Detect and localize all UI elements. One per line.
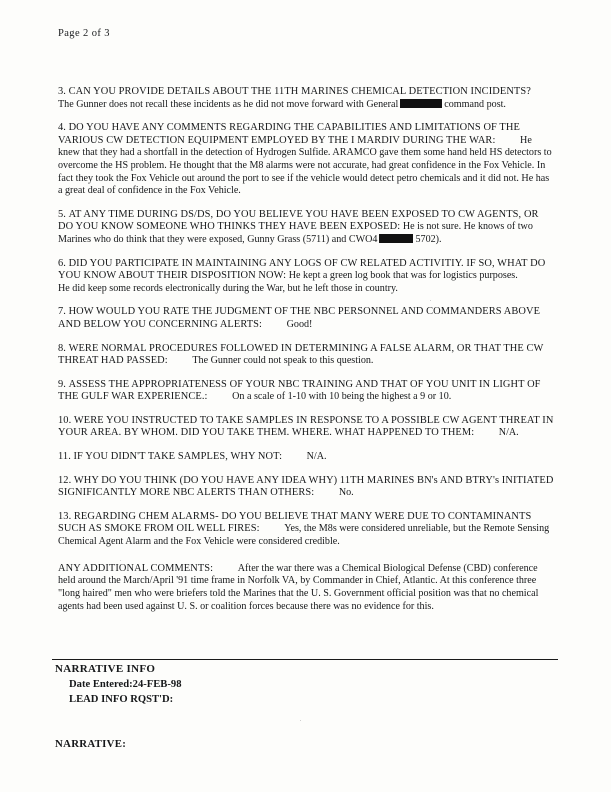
answer-text-5b: 5702). [415, 233, 442, 245]
question-number-7: 7. [58, 306, 66, 318]
answer-text-8: The Gunner could not speak to this question. [192, 355, 374, 367]
question-text-13: REGARDING CHEM ALARMS- DO YOU BELIEVE THAT MANY WERE DUE TO CONTAMINANTS SUCH AS SMOKE FROM OIL WELL FIRES: [58, 510, 532, 535]
question-number-11: 11. [58, 451, 71, 463]
question-text-5: AT ANY TIME DURING DS/DS, DO YOU BELIEVE YOU HAVE BEEN EXPOSED TO CW AGENTS, OR DO YOU KNOW SOMEONE WHO THINKS THEY HAVE BEEN EXPOSED: [58, 208, 539, 233]
narrative-info-section [55, 663, 555, 705]
answer-text-7: Good! [286, 318, 313, 330]
question-number-6: 6. [58, 257, 66, 269]
narrative-info-heading: NARRATIVE INFO [55, 663, 156, 675]
question-text-9: ASSESS THE APPROPRIATENESS OF YOUR NBC TRAINING AND THAT OF YOU UNIT IN LIGHT OF THE GULF WAR EXPERIENCE.: [58, 378, 541, 403]
redaction-block-icon [379, 234, 413, 243]
question-text-7: HOW WOULD YOU RATE THE JUDGMENT OF THE NBC PERSONNEL AND COMMANDERS ABOVE AND BELOW YOU CONCERNING ALERTS: [58, 306, 541, 330]
document-body [58, 86, 554, 614]
qa-item-3 [58, 86, 554, 111]
qa-item-11 [58, 451, 554, 464]
answer-text-9: On a scale of 1-10 with 10 being the highest a 9 or 10. [232, 391, 452, 403]
qa-item-5 [58, 209, 554, 247]
question-number-9: 9. [58, 378, 66, 390]
additional-comments-text: After the war there was a Chemical Biological Defense (CBD) conference held around the March/April '91 time frame in Norfolk VA, by Commander in Chief, Atlantic. At this conference three "long haired" men who were briefers told the Marines that the U. S. Government official position was that no chemical agents had been used against U. S. or coalition forces because there was no evidence for this. [58, 562, 539, 613]
answer-text-11: N/A. [306, 451, 327, 463]
page-number-header: Page 2 of 3 [58, 28, 110, 39]
answer-text-10: N/A. [498, 427, 519, 439]
scan-speck [300, 720, 301, 721]
question-text-3: CAN YOU PROVIDE DETAILS ABOUT THE 11TH MARINES CHEMICAL DETECTION INCIDENTS? [68, 86, 531, 97]
answer-text-6: He kept a green log book that was for logistics purposes. [288, 270, 518, 282]
section-divider [52, 659, 558, 660]
qa-item-4 [58, 122, 554, 198]
answer-text-5a: He is not sure. He knows of two Marines who do think that they were exposed, Gunny Grass (5711) and CWO4 [58, 221, 533, 245]
lead-info-field: LEAD INFO RQST'D: [69, 694, 174, 705]
scan-speck [120, 560, 121, 561]
date-entered-field: Date Entered:24-FEB-98 [69, 679, 182, 690]
question-text-4: DO YOU HAVE ANY COMMENTS REGARDING THE CAPABILITIES AND LIMITATIONS OF THE VARIOUS CW DETECTION EQUIPMENT EMPLOYED BY THE I MARDIV DURING THE WAR: [58, 122, 520, 146]
question-number-10: 10. [58, 414, 72, 426]
question-number-13: 13. [58, 510, 72, 522]
question-number-4: 4. [58, 122, 66, 134]
additional-comments-block [58, 563, 554, 614]
additional-comments-label: ANY ADDITIONAL COMMENTS: [58, 562, 214, 574]
question-text-11: IF YOU DIDN'T TAKE SAMPLES, WHY NOT: [73, 451, 283, 463]
answer-text-4: He knew that they had a shortfall in the detection of Hydrogen Sulfide. ARAMCO gave them some hand held HS detectors to overcome the HS problem. He thought that the M8 alarms were not accurate, had great confidence in the Fox Vehicle. In fact they took the Fox Vehicle out around the port to see if the vehicle would detect petro chemicals and it did not. He has a great deal of confidence in the Fox Vehicle. [58, 134, 552, 197]
narrative-heading: NARRATIVE: [55, 738, 127, 750]
answer-text-3b: command post. [444, 98, 506, 110]
answer-text-13: Yes, the M8s were considered unreliable, but the Remote Sensing Chemical Agent Alarm and the Fox Vehicle were considered credible. [58, 523, 550, 548]
question-number-12: 12. [58, 474, 72, 486]
qa-item-10 [58, 415, 554, 440]
scan-speck [430, 300, 431, 301]
redaction-block-icon [400, 99, 442, 108]
question-number-3: 3. [58, 86, 66, 97]
question-number-8: 8. [58, 342, 66, 354]
qa-item-13 [58, 511, 554, 549]
qa-item-9 [58, 379, 554, 404]
qa-item-12 [58, 475, 554, 500]
question-number-5: 5. [58, 208, 66, 220]
question-text-8: WERE NORMAL PROCEDURES FOLLOWED IN DETERMINING A FALSE ALARM, OR THAT THE CW THREAT HAD PASSED: [58, 342, 544, 367]
qa-item-7 [58, 306, 554, 331]
question-text-12: WHY DO YOU THINK (DO YOU HAVE ANY IDEA WHY) 11TH MARINES BN's AND BTRY's INITIATED SIGNIFICANTLY MORE NBC ALERTS THAN OTHERS: [58, 474, 554, 499]
question-text-6: DID YOU PARTICIPATE IN MAINTAINING ANY LOGS OF CW RELATED ACTIVITIY. IF SO, WHAT DO YOU KNOW ABOUT THEIR DISPOSITION NOW: [58, 257, 546, 282]
question-text-10: WERE YOU INSTRUCTED TO TAKE SAMPLES IN RESPONSE TO A POSSIBLE CW AGENT THREAT IN YOUR AREA. BY WHOM. DID YOU TAKE THEM. WHERE. WHAT HAPPENED TO THEM: [58, 414, 554, 439]
qa-item-6 [58, 258, 554, 296]
answer-text-6-line2: He did keep some records electronically during the War, but he left those in country. [58, 282, 398, 294]
qa-item-8 [58, 343, 554, 368]
answer-text-12: No. [338, 487, 354, 499]
answer-text-3a: The Gunner does not recall these incidents as he did not move forward with General [58, 98, 399, 110]
